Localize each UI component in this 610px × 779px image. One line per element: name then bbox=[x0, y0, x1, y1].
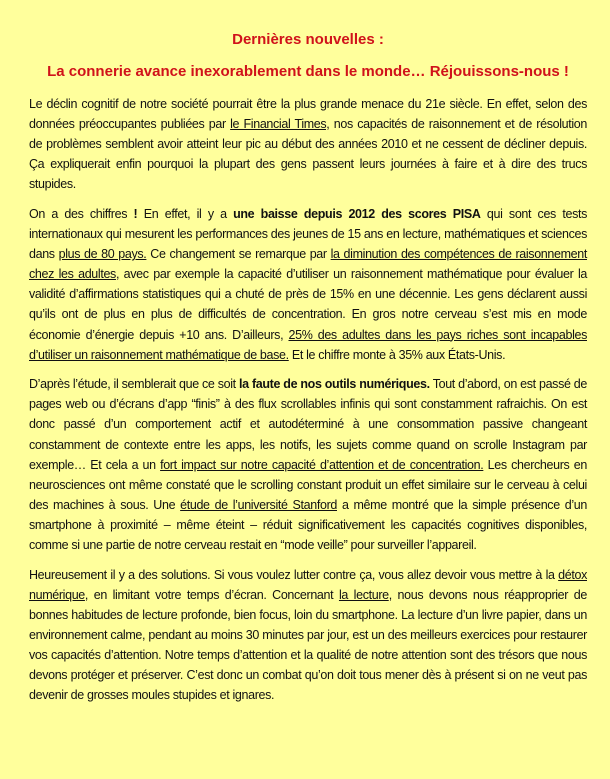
p3-text-4: a même montré que la simple présence d’un smartphone à proximité – même éteint – réduit significativement les capacités cognitives disponibles, comme si une partie de notre cerveau restait en “mode veille” pour surveiller l’appareil. bbox=[29, 497, 587, 552]
p2-text-5: , avec par exemple la capacité d’utiliser un raisonnement mathématique pour évaluer la validité d’affirmations statistiques qui a chuté de près de 15% en une décennie. Les gens déclarent aussi qu’ils ont de plus en plus de difficultés de concentration. En gros notre cerveau s’est mis en mode économie d’énergie depuis +10 ans. D’ailleurs, bbox=[29, 267, 587, 342]
adult-skills-link[interactable]: la diminution des compétences de raisonnement chez les adultes bbox=[29, 247, 587, 282]
p3-text-1: D’après l’étude, il semblerait que ce soit bbox=[29, 377, 240, 392]
p1-text-2: nos capacités de raisonnement et de résolution de problèmes semblent avoir atteint leur pic au début des années 2010 et ne cessent de décliner depuis. Ça expliquerait enfin pourquoi la plupart des gens passent leurs journées à faire et à dire des trucs stupides. bbox=[29, 117, 587, 192]
p4-text-1: Heureusement il y a des solutions. Si vous voulez lutter contre ça, vous allez devoir vous mettre à la bbox=[29, 567, 559, 582]
section-label: Dernières nouvelles : bbox=[232, 31, 384, 48]
p2-text-6: Et le chiffre monte à 35% aux États-Unis. bbox=[288, 347, 506, 362]
p2-text-4: Ce changement se remarque par bbox=[146, 247, 331, 262]
p2-bold-pisa: une baisse depuis 2012 des scores PISA bbox=[233, 206, 481, 221]
adults-math-link[interactable]: 25% des adultes dans les pays riches sont incapables d’utiliser un raisonnement mathématique de base. bbox=[29, 327, 587, 362]
p3-text-3: Les chercheurs en neurosciences ont même constaté que le scrolling constant produit un effet similaire sur le cerveau à celui des machines à sous. Une bbox=[29, 457, 587, 512]
p2-text-3: qui sont ces tests internationaux qui mesurent les performances des jeunes de 15 ans en lecture, mathématiques et sciences dans bbox=[29, 206, 587, 262]
p1-text-1: Le déclin cognitif de notre société pourrait être la plus grande menace du 21e siècle. En effet, selon des données préoccupantes publiées par bbox=[29, 97, 587, 132]
paragraph-2 bbox=[29, 204, 587, 365]
digital-detox-link[interactable]: détox numérique bbox=[29, 567, 587, 602]
countries-link[interactable]: plus de 80 pays. bbox=[58, 247, 147, 262]
attention-impact-link[interactable]: fort impact sur notre capacité d’attention et de concentration. bbox=[160, 457, 484, 472]
headline: La connerie avance inexorablement dans le monde… Réjouissons-nous ! bbox=[47, 63, 569, 80]
p3-text-2: Tout d’abord, on est passé de pages web ou d’écrans d’app “finis” à des flux scrollables infinis qui sont constamment rafraichis. On est donc passé d’un comportement actif et autodéterminé à une consommation passive changeant constamment de contexte entre les apps, les notifs, les sujets comme quand on scrolle Instagram par exemple… Et cela a un bbox=[29, 377, 588, 472]
p2-bold-exclamation: ! bbox=[133, 206, 138, 221]
p4-text-3: , nous devons nous réapproprier de bonnes habitudes de lecture profonde, bien focus, loin du smartphone. La lecture d’un livre papier, dans un environnement calme, pendant au moins 30 minutes par jour, est un des meilleurs exercices pour restaurer vos capacités d’attention. Notre temps d’attention et la qualité de notre attention sont des trésors que nous devons protéger et préserver. C’est donc un combat qu’on doit tous mener dès à présent si on ne veut pas devenir de grosses moules stupides et ignares. bbox=[29, 587, 587, 703]
p2-text-2: En effet, il y a bbox=[137, 206, 234, 221]
stanford-study-link[interactable]: étude de l’université Stanford bbox=[180, 497, 337, 512]
financial-times-link[interactable]: le Financial Times, bbox=[230, 117, 330, 132]
p2-text-1: On a des chiffres bbox=[29, 206, 134, 221]
p3-bold-digital-tools: la faute de nos outils numériques. bbox=[239, 377, 430, 392]
paragraph-1 bbox=[29, 94, 587, 194]
paragraph-3 bbox=[29, 374, 587, 555]
reading-link[interactable]: la lecture bbox=[338, 587, 389, 602]
paragraph-4 bbox=[29, 565, 587, 706]
p4-text-2: , en limitant votre temps d’écran. Concernant bbox=[84, 587, 339, 602]
